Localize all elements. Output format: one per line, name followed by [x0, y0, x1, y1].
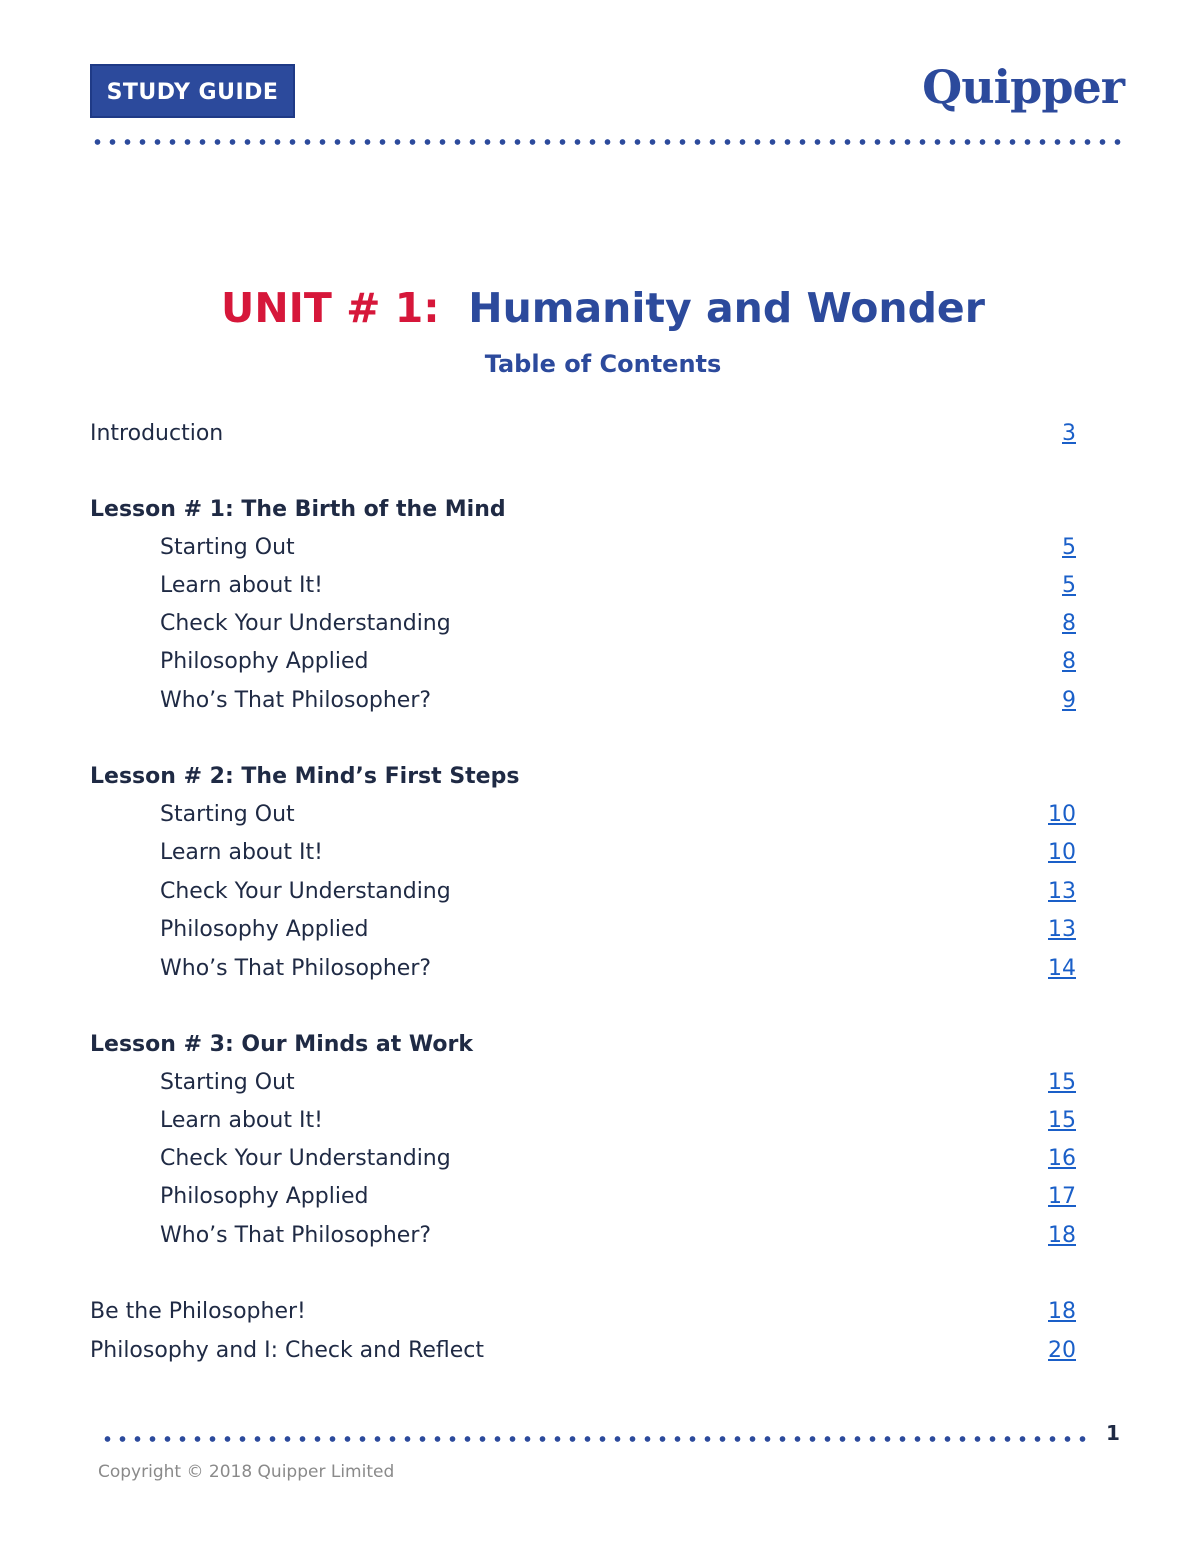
- toc-entry-label: Introduction: [90, 421, 224, 446]
- toc-entry-label: Philosophy Applied: [160, 917, 369, 942]
- page-number: 1: [1106, 1421, 1120, 1445]
- toc-heading: Table of Contents: [484, 350, 722, 378]
- unit-name: Humanity and Wonder: [468, 284, 985, 332]
- toc-entry: [90, 1221, 1076, 1251]
- toc-entry: [90, 571, 1076, 601]
- toc-entry: [90, 1182, 1076, 1212]
- toc-page-link[interactable]: 15: [1048, 1108, 1076, 1133]
- toc-entry: [90, 686, 1076, 716]
- toc-entry-label: Who’s That Philosopher?: [160, 956, 432, 981]
- lesson-heading-label: Lesson # 3: Our Minds at Work: [90, 1032, 473, 1057]
- study-guide-badge: STUDY GUIDE: [90, 64, 295, 118]
- toc-entry-label: Starting Out: [160, 802, 295, 827]
- toc-entry-be-the-philosopher: [90, 1297, 1076, 1327]
- toc-page-link[interactable]: 5: [1062, 573, 1076, 598]
- toc-entry-label: Check Your Understanding: [160, 611, 451, 636]
- toc-page-link[interactable]: 8: [1062, 649, 1076, 674]
- toc-page-link[interactable]: 8: [1062, 611, 1076, 636]
- toc-entry-label: Check Your Understanding: [160, 879, 451, 904]
- copyright-notice: Copyright © 2018 Quipper Limited: [98, 1462, 395, 1482]
- lesson-heading-label: Lesson # 1: The Birth of the Mind: [90, 497, 506, 522]
- lesson-3-heading: [90, 1030, 1076, 1060]
- toc-entry: [90, 1106, 1076, 1136]
- toc-entry-label: Check Your Understanding: [160, 1146, 451, 1171]
- toc-entry: [90, 647, 1076, 677]
- toc-page-link[interactable]: 10: [1048, 802, 1076, 827]
- toc-page-link[interactable]: 13: [1048, 879, 1076, 904]
- toc-page-link[interactable]: 15: [1048, 1070, 1076, 1095]
- toc-entry-introduction: [90, 419, 1076, 449]
- unit-number: UNIT # 1:: [221, 284, 440, 332]
- toc-entry: [90, 838, 1076, 868]
- lesson-1-heading: [90, 495, 1076, 525]
- toc-page-link[interactable]: 18: [1048, 1299, 1076, 1324]
- quipper-logo: Quipper: [922, 60, 1124, 114]
- toc-page-link[interactable]: 9: [1062, 688, 1076, 713]
- toc-page-link[interactable]: 3: [1062, 421, 1076, 446]
- toc-entry-label: Philosophy and I: Check and Reflect: [90, 1338, 485, 1363]
- toc-entry: [90, 609, 1076, 639]
- toc-entry: [90, 1144, 1076, 1174]
- toc-entry-label: Philosophy Applied: [160, 1184, 369, 1209]
- toc-entry-label: Who’s That Philosopher?: [160, 1223, 432, 1248]
- toc-page-link[interactable]: 16: [1048, 1146, 1076, 1171]
- toc-entry: [90, 954, 1076, 984]
- toc-entry-label: Philosophy Applied: [160, 649, 369, 674]
- toc-page-link[interactable]: 17: [1048, 1184, 1076, 1209]
- header-divider: [90, 139, 1125, 145]
- footer-divider: [100, 1436, 1090, 1442]
- toc-entry-label: Who’s That Philosopher?: [160, 688, 432, 713]
- toc-page-link[interactable]: 14: [1048, 956, 1076, 981]
- lesson-heading-label: Lesson # 2: The Mind’s First Steps: [90, 764, 520, 789]
- lesson-2-heading: [90, 762, 1076, 792]
- page-title: [0, 284, 1200, 332]
- toc-entry-label: Learn about It!: [160, 573, 323, 598]
- toc-entry-label: Starting Out: [160, 1070, 295, 1095]
- toc-page-link[interactable]: 5: [1062, 535, 1076, 560]
- toc-entry: [90, 915, 1076, 945]
- toc-entry-label: Be the Philosopher!: [90, 1299, 306, 1324]
- toc-page-link[interactable]: 20: [1048, 1338, 1076, 1363]
- toc-page-link[interactable]: 13: [1048, 917, 1076, 942]
- toc-entry-label: Learn about It!: [160, 1108, 323, 1133]
- toc-entry: [90, 877, 1076, 907]
- toc-page-link[interactable]: 10: [1048, 840, 1076, 865]
- toc-entry: [90, 533, 1076, 563]
- toc-entry-label: Learn about It!: [160, 840, 323, 865]
- toc-entry: [90, 800, 1076, 830]
- toc-entry-check-and-reflect: [90, 1336, 1076, 1366]
- toc-entry-label: Starting Out: [160, 535, 295, 560]
- toc-entry: [90, 1068, 1076, 1098]
- toc-page-link[interactable]: 18: [1048, 1223, 1076, 1248]
